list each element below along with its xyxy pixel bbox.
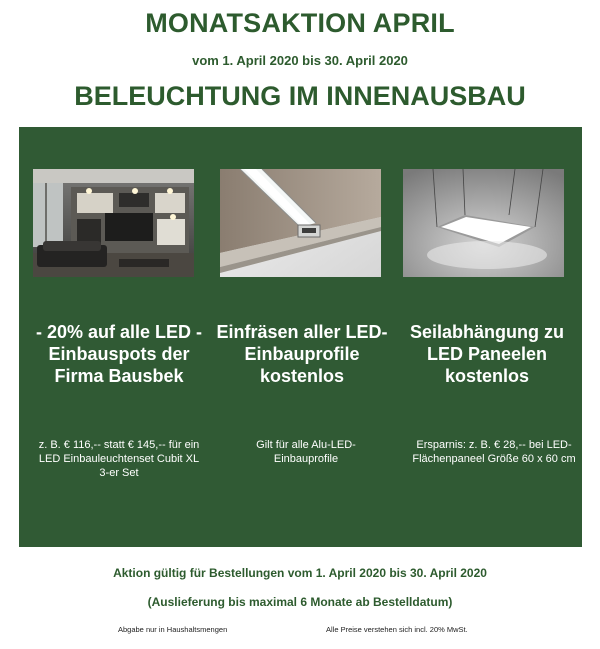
led-panel-photo	[403, 169, 564, 277]
vat-note: Alle Preise verstehen sich incl. 20% MwSt.	[326, 625, 468, 634]
quantity-note: Abgabe nur in Haushaltsmengen	[118, 625, 228, 634]
offer-3-note: Ersparnis: z. B. € 28,-- bei LED-Flächenpaneel Größe 60 x 60 cm	[412, 439, 576, 465]
led-profile-photo	[220, 169, 381, 277]
page-title: MONATSAKTION APRIL	[145, 8, 455, 38]
delivery-text: (Auslieferung bis maximal 6 Monate ab Bestelldatum)	[147, 595, 453, 609]
promotion-period: vom 1. April 2020 bis 30. April 2020	[192, 53, 408, 68]
offer-3-headline: Seilabhängung zu LED Paneelen kostenlos	[409, 322, 564, 386]
offer-1-headline: - 20% auf alle LED - Einbauspots der Firma Bausbek	[35, 322, 203, 386]
promotion-headline: BELEUCHTUNG IM INNENAUSBAU	[74, 81, 526, 111]
living-room-photo	[33, 169, 194, 277]
offer-2-headline: Einfräsen aller LED-Einbauprofile kostenlos	[216, 322, 388, 386]
offer-2-note: Gilt für alle Alu-LED-Einbauprofile	[256, 439, 356, 465]
validity-text: Aktion gültig für Bestellungen vom 1. April 2020 bis 30. April 2020	[113, 566, 487, 580]
offer-1-note: z. B. € 116,-- statt € 145,-- für ein LED Einbauleuchtenset Cubit XL 3-er Set	[38, 439, 200, 479]
offer-panel	[19, 127, 582, 547]
